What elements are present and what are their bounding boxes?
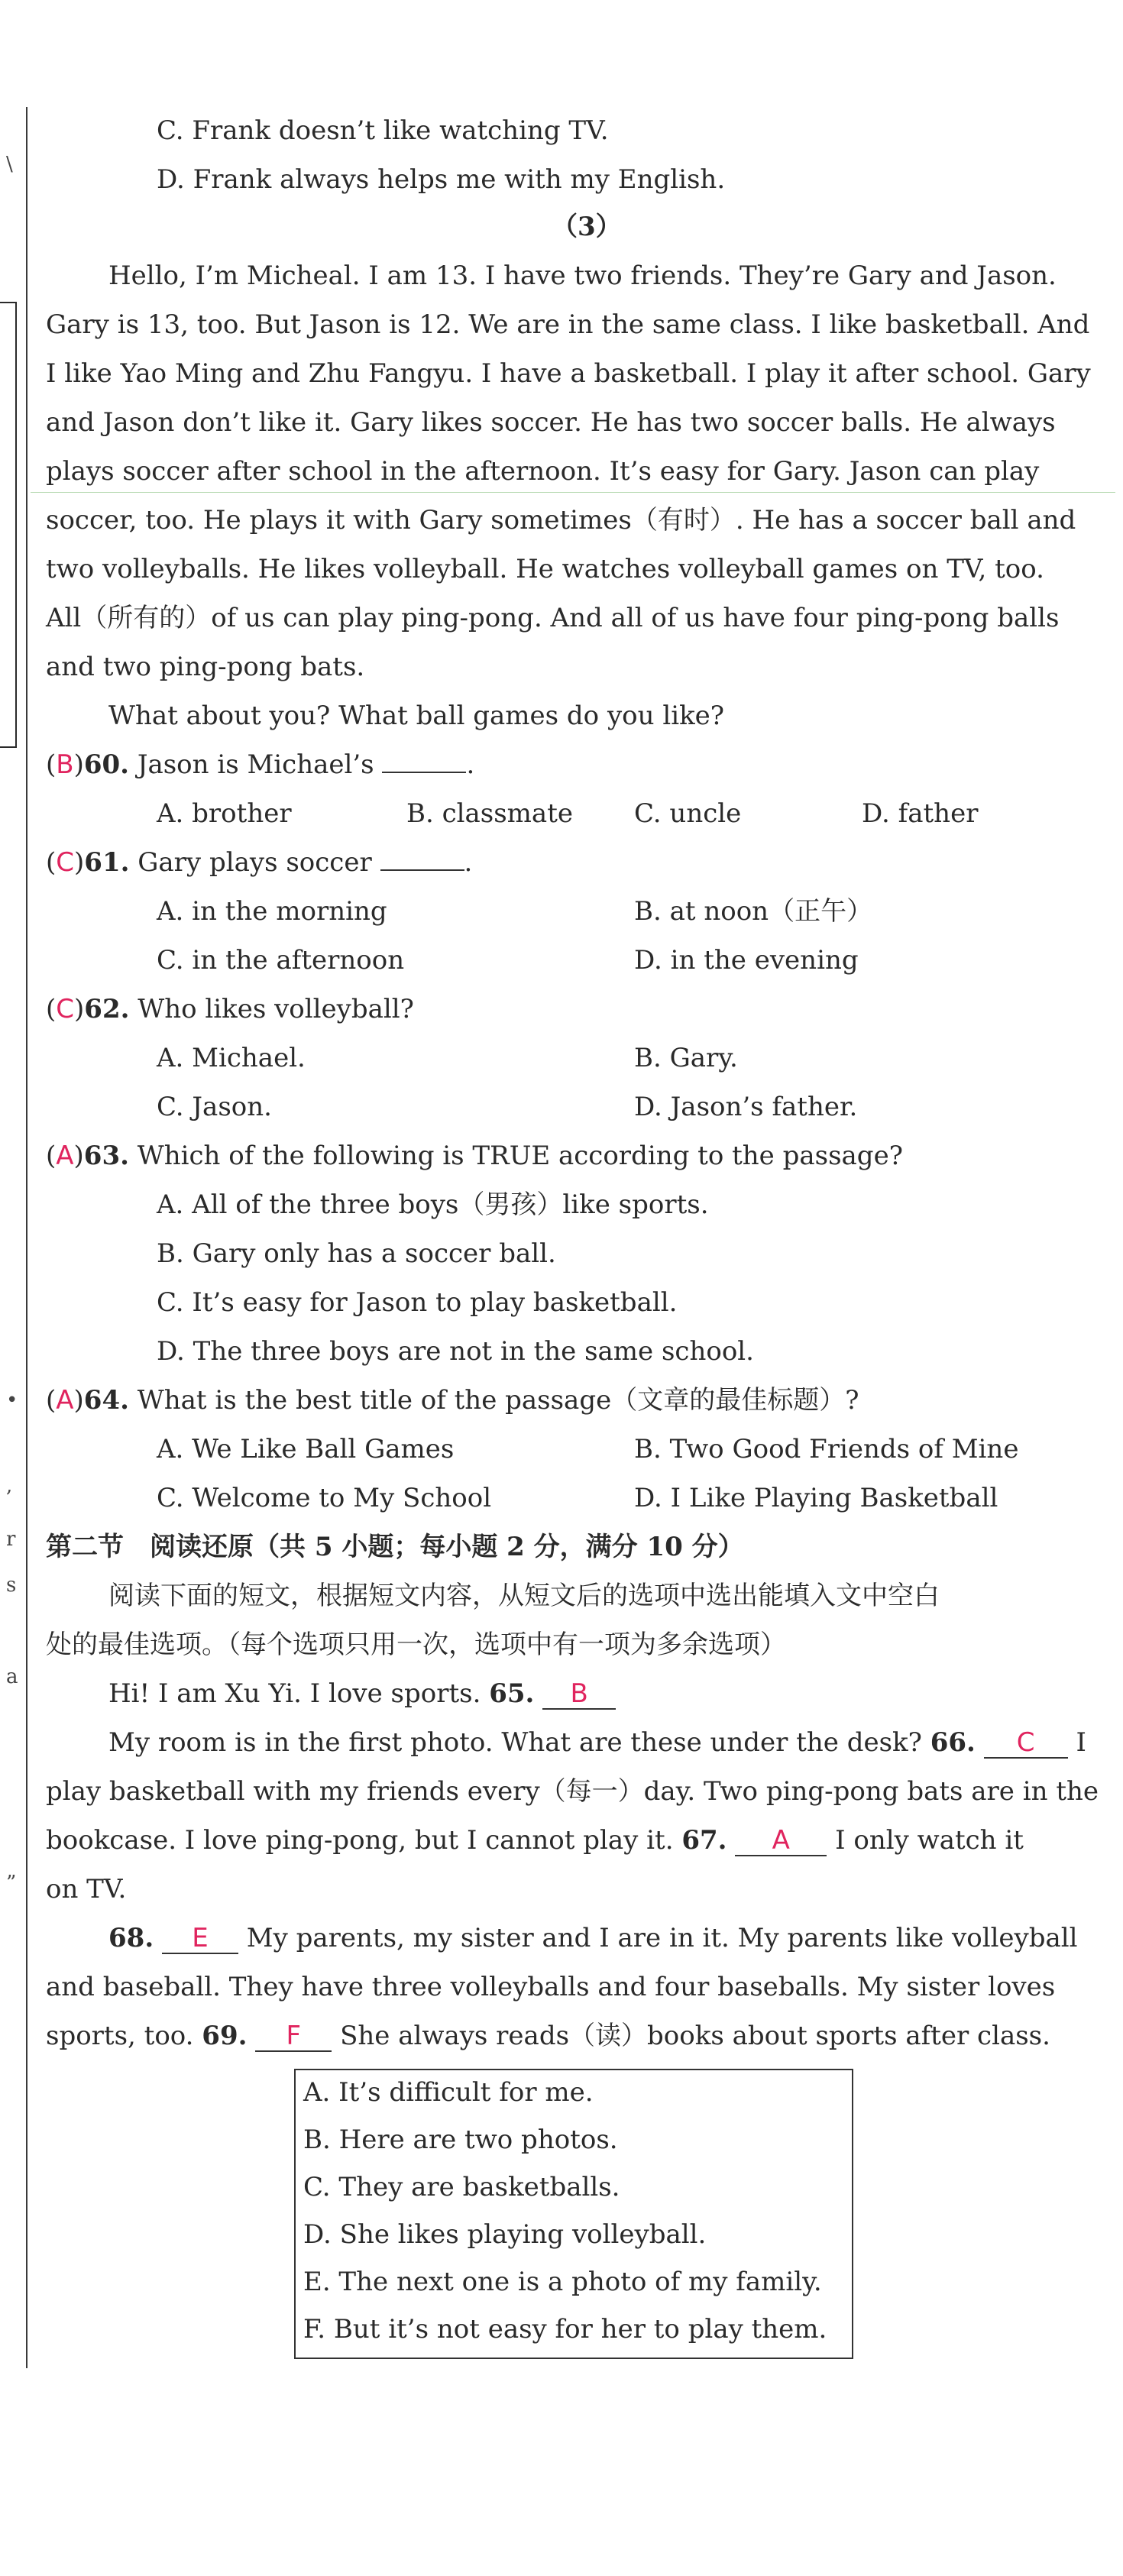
box-option-b: B. Here are two photos.: [303, 2125, 618, 2155]
answer-mark: A: [56, 1141, 74, 1171]
passage-line: I like Yao Ming and Zhu Fangyu. I have a basketball. I play it after school. Gary: [46, 358, 1091, 389]
option-c: C. Frank doesn’t like watching TV.: [157, 115, 609, 146]
passage-line: plays soccer after school in the afternoon. It’s easy for Gary. Jason can play: [46, 456, 1040, 487]
question-number: 69.: [202, 2021, 248, 2051]
answer-mark: A: [56, 1385, 74, 1416]
margin-mark: \: [6, 153, 13, 176]
answer-mark: C: [56, 847, 75, 878]
margin-mark: s: [6, 1574, 17, 1597]
option-a: A. All of the three boys（男孩）like sports.: [157, 1189, 709, 1220]
option-d: D. father: [862, 798, 979, 829]
options-box: [294, 2069, 853, 2359]
section-title: 第二节 阅读还原（共 5 小题；每小题 2 分，满分 10 分）: [46, 1532, 744, 1562]
question-stem: Jason is Michael’s: [137, 749, 374, 780]
option-c: C. It’s easy for Jason to play basketball.: [157, 1287, 678, 1318]
question-63: (A)63. Which of the following is TRUE according to the passage?: [46, 1141, 903, 1171]
question-number: 60.: [83, 749, 130, 780]
passage-line: All（所有的）of us can play ping-pong. And all of us have four ping-pong balls: [46, 603, 1060, 633]
passage-label: （3）: [552, 212, 622, 242]
option-c: C. Jason.: [157, 1092, 272, 1122]
answer-mark: B: [56, 749, 74, 780]
margin-mark: ,: [6, 1474, 13, 1497]
question-60: (B)60. Jason is Michael’s .: [46, 749, 475, 780]
option-d: D. Jason’s father.: [634, 1092, 858, 1122]
option-a: A. in the morning: [157, 896, 387, 927]
option-c: C. Welcome to My School: [157, 1483, 492, 1513]
margin-rule: [26, 107, 28, 2368]
box-option-d: D. She likes playing volleyball.: [303, 2219, 707, 2250]
margin-mark: a: [6, 1665, 18, 1688]
instructions: 处的最佳选项。（每个选项只用一次，选项中有一项为多余选项）: [46, 1629, 786, 1660]
cloze-line: play basketball with my friends every（每一）day. Two ping-pong bats are in the: [46, 1776, 1099, 1807]
option-b: B. Gary only has a soccer ball.: [157, 1238, 556, 1269]
option-a: A. brother: [157, 798, 292, 829]
question-stem: Who likes volleyball?: [138, 994, 414, 1024]
option-b: B. at noon（正午）: [634, 896, 873, 927]
box-option-c: C. They are basketballs.: [303, 2172, 620, 2202]
option-b: B. classmate: [406, 798, 573, 829]
option-b: B. Gary.: [634, 1043, 738, 1073]
margin-mark: •: [6, 1389, 18, 1412]
question-61: (C)61. Gary plays soccer .: [46, 847, 473, 878]
box-option-e: E. The next one is a photo of my family.: [303, 2267, 822, 2297]
cloze-line: [108, 1921, 1078, 1956]
answer-mark: C: [56, 994, 75, 1024]
question-number: 64.: [83, 1385, 129, 1416]
question-number: 63.: [83, 1141, 129, 1171]
passage-line: Gary is 13, too. But Jason is 12. We are in the same class. I like basketball. And: [46, 309, 1090, 340]
cloze-text: She always reads（读）books about sports after class.: [340, 2021, 1050, 2051]
cloze-text: I: [1076, 1727, 1086, 1758]
question-stem: Gary plays soccer: [138, 847, 372, 878]
answer-blank: F: [255, 2021, 332, 2052]
cloze-text: bookcase. I love ping-pong, but I cannot play it.: [46, 1825, 674, 1856]
option-d: D. I Like Playing Basketball: [634, 1483, 998, 1513]
answer-blank: C: [984, 1728, 1068, 1759]
cloze-line: [108, 1676, 616, 1711]
answer-blank: A: [735, 1826, 827, 1856]
question-number: 62.: [84, 994, 130, 1024]
passage-closing: What about you? What ball games do you like?: [108, 701, 725, 731]
cloze-text: My room is in the first photo. What are these under the desk?: [108, 1727, 922, 1758]
option-d: D. The three boys are not in the same school.: [157, 1336, 754, 1367]
cloze-text: I only watch it: [835, 1825, 1024, 1856]
answer-blank: B: [542, 1679, 616, 1710]
passage-line: and two ping-pong bats.: [46, 652, 365, 682]
question-number: 66.: [930, 1727, 976, 1758]
margin-mark: ”: [6, 1872, 17, 1895]
passage-line: two volleyballs. He likes volleyball. He watches volleyball games on TV, too.: [46, 554, 1044, 584]
cloze-text: Hi! I am Xu Yi. I love sports.: [108, 1678, 481, 1709]
cloze-line: and baseball. They have three volleyballs and four baseballs. My sister loves: [46, 1972, 1056, 2002]
scan-line: [31, 492, 1115, 493]
option-d: D. in the evening: [634, 945, 859, 976]
cloze-line: [108, 1725, 1086, 1760]
question-62: (C)62. Who likes volleyball?: [46, 994, 414, 1024]
cloze-text: sports, too.: [46, 2021, 194, 2051]
cloze-line: on TV.: [46, 1874, 127, 1904]
question-stem: Which of the following is TRUE according to the passage?: [137, 1141, 903, 1171]
question-stem: What is the best title of the passage（文章的最佳标题）?: [137, 1385, 859, 1416]
cloze-line: [46, 2018, 1050, 2053]
question-number: 65.: [489, 1678, 535, 1709]
question-number: 61.: [84, 847, 130, 878]
cloze-text: My parents, my sister and I are in it. My parents like volleyball: [246, 1923, 1078, 1953]
question-64: (A)64. What is the best title of the passage（文章的最佳标题）?: [46, 1385, 859, 1416]
passage-line: Hello, I’m Micheal. I am 13. I have two friends. They’re Gary and Jason.: [108, 261, 1057, 291]
cloze-line: [46, 1823, 1024, 1858]
answer-blank: [380, 846, 464, 871]
option-c: C. in the afternoon: [157, 945, 405, 976]
box-option-f: F. But it’s not easy for her to play them.: [303, 2314, 827, 2345]
box-option-a: A. It’s difficult for me.: [303, 2077, 594, 2108]
answer-blank: E: [162, 1924, 238, 1954]
option-a: A. We Like Ball Games: [157, 1434, 455, 1464]
option-a: A. Michael.: [157, 1043, 306, 1073]
option-c: C. uncle: [634, 798, 742, 829]
margin-mark: r: [6, 1528, 16, 1551]
answer-blank: [382, 749, 466, 773]
passage-line: soccer, too. He plays it with Gary sometimes（有时）. He has a soccer ball and: [46, 505, 1076, 536]
option-b: B. Two Good Friends of Mine: [634, 1434, 1019, 1464]
margin-bracket: [0, 302, 17, 748]
instructions: 阅读下面的短文，根据短文内容，从短文后的选项中选出能填入文中空白: [108, 1581, 940, 1611]
question-number: 67.: [681, 1825, 727, 1856]
question-number: 68.: [108, 1923, 154, 1953]
passage-line: and Jason don’t like it. Gary likes soccer. He has two soccer balls. He always: [46, 407, 1056, 438]
option-d: D. Frank always helps me with my English.: [157, 164, 726, 195]
